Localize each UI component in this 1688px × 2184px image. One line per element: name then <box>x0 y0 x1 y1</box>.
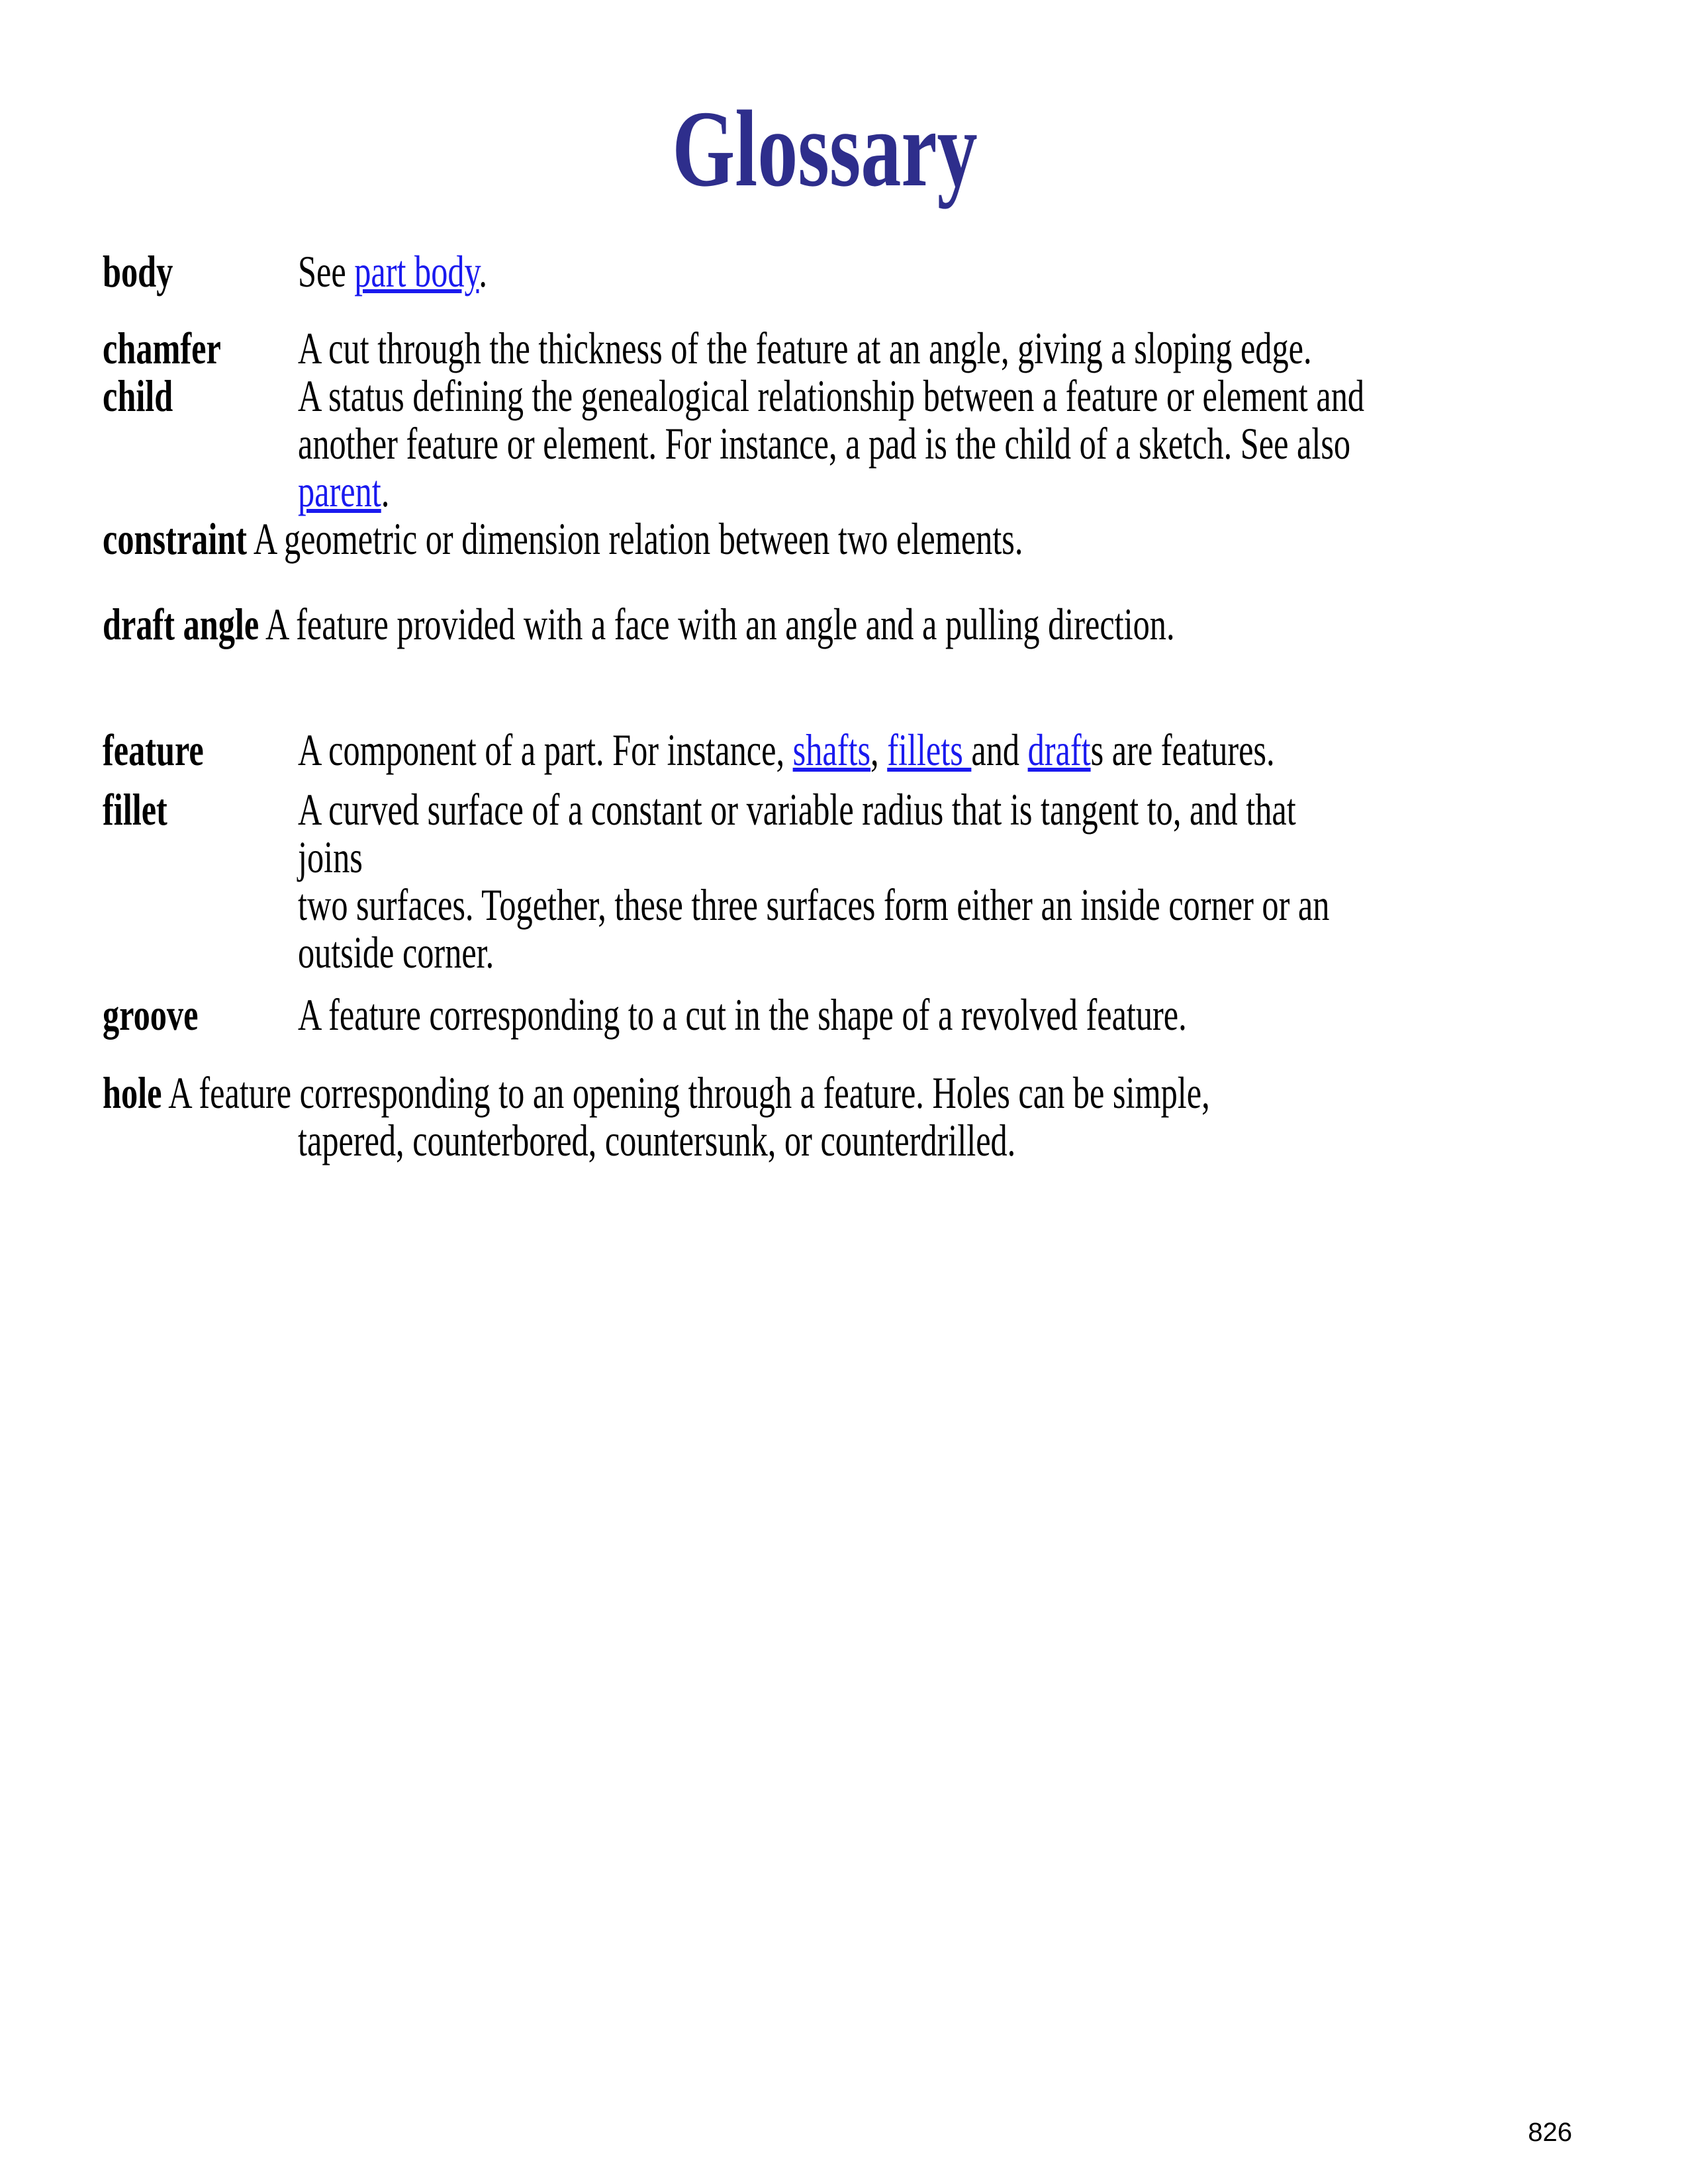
text-run: A component of a part. For instance, <box>298 725 793 775</box>
text-run: s are features. <box>1090 725 1275 775</box>
glossary-entry <box>103 991 1572 1038</box>
text-run: A curved surface of a constant or variable radius that is tangent to, and that <box>298 784 1296 835</box>
definition-line <box>298 880 1330 930</box>
glossary-entry <box>103 786 1572 976</box>
glossary-term: fillet <box>103 784 167 835</box>
glossary-term: hole <box>103 1068 162 1118</box>
glossary-entries <box>103 248 1572 1164</box>
glossary-term: draft angle <box>103 599 259 649</box>
definition-line <box>298 725 1275 775</box>
text-run: tapered, counterbored, countersunk, or counterdrilled. <box>298 1115 1016 1165</box>
glossary-link[interactable]: parent <box>298 466 381 516</box>
glossary-link[interactable]: draft <box>1027 725 1091 775</box>
definition-line <box>298 784 1296 835</box>
page-title: Glossary <box>672 88 978 209</box>
definition-line <box>298 467 1241 515</box>
text-run: A feature provided with a face with an angle and a pulling direction. <box>265 599 1175 649</box>
glossary-entry <box>103 515 1572 563</box>
text-run <box>259 599 265 649</box>
glossary-link[interactable]: shafts <box>792 725 871 775</box>
definition-line <box>298 833 1241 881</box>
glossary-entry <box>103 1069 1572 1164</box>
definition-line <box>298 371 1365 421</box>
glossary-entry <box>103 372 1572 515</box>
definition-line <box>298 248 1241 295</box>
text-run: . <box>381 466 390 516</box>
text-run: A status defining the genealogical relationship between a feature or element and <box>298 371 1365 421</box>
glossary-term: groove <box>103 989 199 1040</box>
glossary-term: feature <box>103 725 204 775</box>
text-run: A cut through the thickness of the feature at an angle, giving a sloping edge. <box>298 323 1312 373</box>
definition-line <box>298 1116 1241 1164</box>
glossary-entry <box>103 600 1572 648</box>
text-run: , <box>870 725 888 775</box>
text-run: another feature or element. For instance, a pad is the child of a sketch. See also <box>298 418 1351 469</box>
definition-line <box>103 1068 1210 1118</box>
glossary-link[interactable]: part body <box>354 246 479 296</box>
definition-line <box>298 991 1241 1038</box>
text-run: See <box>298 246 355 296</box>
glossary-term: child <box>103 371 173 421</box>
definition-line <box>298 929 1241 976</box>
text-run: . <box>479 246 488 296</box>
glossary-term: chamfer <box>103 323 221 373</box>
definition-line <box>103 600 1190 648</box>
definition-line <box>298 418 1351 469</box>
text-run <box>162 1068 168 1118</box>
glossary-entry <box>103 726 1572 774</box>
text-run: outside corner. <box>298 927 494 978</box>
glossary-entry <box>103 248 1572 295</box>
text-run: A feature corresponding to an opening through a feature. Holes can be simple, <box>168 1068 1210 1118</box>
text-run: and <box>971 725 1028 775</box>
text-run: joins <box>298 832 363 882</box>
text-run: two surfaces. Together, these three surfaces form either an inside corner or an <box>298 880 1330 930</box>
glossary-term: constraint <box>103 514 248 564</box>
text-run: A feature corresponding to a cut in the shape of a revolved feature. <box>298 989 1187 1040</box>
text-run: A geometric or dimension relation between two elements. <box>253 514 1023 564</box>
glossary-entry <box>103 324 1572 372</box>
glossary-link[interactable]: fillets <box>887 725 972 775</box>
definition-line <box>103 515 1190 563</box>
glossary-term: body <box>103 246 173 296</box>
page-number: 826 <box>1528 2118 1572 2147</box>
definition-line <box>298 323 1312 373</box>
text-run <box>247 514 254 564</box>
